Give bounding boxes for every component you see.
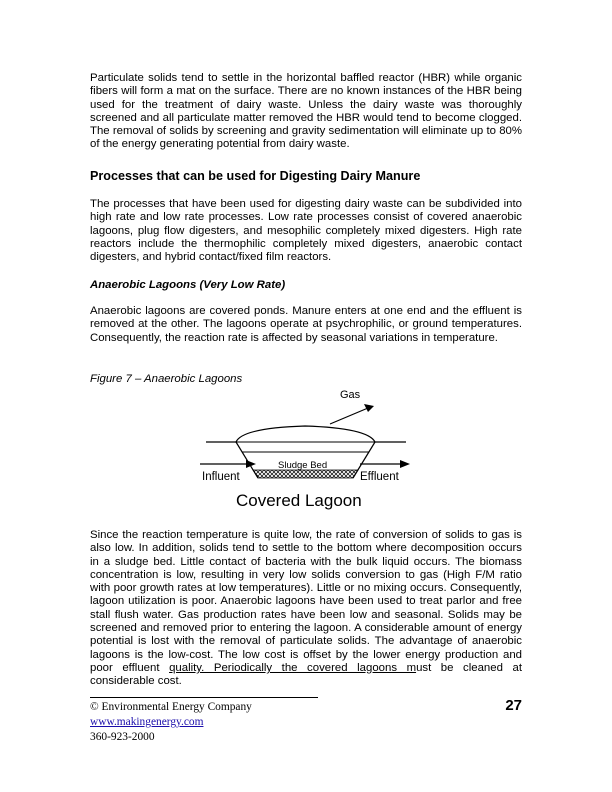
footer-website-link[interactable]: www.makingenergy.com bbox=[90, 716, 204, 728]
diagram-title: Covered Lagoon bbox=[236, 491, 362, 510]
page-number: 27 bbox=[505, 697, 522, 714]
paragraph-hbr: Particulate solids tend to settle in the horizontal baffled reactor (HBR) while organic fibers will form a mat on the surface. There are no known instances of the HBR being used for the treatment of dairy waste. Unless the dairy waste was thoroughly screened and all particulate matter removed the HBR would tend to become clogged. The removal of solids by screening and gravity sedimentation will eliminate up to 80% of the energy generating potential from dairy waste. bbox=[90, 72, 522, 151]
effluent-arrow-head bbox=[400, 460, 410, 468]
footer-company: © Environmental Energy Company bbox=[90, 701, 252, 713]
footer-phone: 360-923-2000 bbox=[90, 731, 155, 743]
paragraph-processes: The processes that have been used for digesting dairy waste can be subdivided into high rate and low rate processes. Low rate processes consist of covered anaerobic lagoons, plug flow digesters, and mesophilic completely mixed digesters. High rate reactors include the thermophilic completely mixed digesters, anaerobic contact digesters, and hybrid contact/fixed film reactors. bbox=[90, 198, 522, 264]
covered-lagoon-diagram bbox=[180, 378, 440, 518]
lagoon-cover bbox=[236, 426, 375, 442]
underlined-text: quality. Periodically the covered lagoons m bbox=[169, 661, 417, 674]
paragraph-lagoons: Anaerobic lagoons are covered ponds. Manure enters at one end and the effluent is removed at the other. The lagoons operate at psychrophilic, or ground temperatures. Consequently, the reaction rate is affected by seasonal variations in temperature. bbox=[90, 305, 522, 344]
gas-arrow-head bbox=[364, 404, 374, 412]
footer bbox=[90, 700, 252, 745]
paragraph-tail: ust be cleaned at considerable cost. bbox=[90, 661, 522, 688]
influent-label: Influent bbox=[202, 471, 240, 483]
footer-rule bbox=[90, 697, 318, 698]
figure-caption: Figure 7 – Anaerobic Lagoons bbox=[90, 373, 243, 385]
paragraph-text: Since the reaction temperature is quite low, the rate of conversion of solids to gas is also low. In addition, solids tend to settle to the bottom where decomposition occurs in a sludge bed. Little contact of bacteria with the bulk liquid occurs. The biomass concentration is low, resulting in very low solids conversion to gas (High F/M ratio with poor growth rates at low temperatures). Little or no mixing occurs. Consequently, lagoon utilization is poor. Anaerobic lagoons have been used to treat parlor and free stall flush water. Gas production rates have been low and seasonal. Solids may be screened and removed prior to entering the lagoon. A considerable amount of energy potential is lost with the removal of particulate solids. The advantage of anaerobic lagoons is the low-cost. The low cost is offset by the lower energy production and poor effluent bbox=[90, 529, 522, 674]
section-heading: Processes that can be used for Digesting Dairy Manure bbox=[90, 169, 421, 183]
subsection-heading: Anaerobic Lagoons (Very Low Rate) bbox=[90, 279, 286, 291]
effluent-label: Effluent bbox=[360, 471, 399, 483]
sludge-bed-label: Sludge Bed bbox=[278, 460, 328, 471]
sludge-bed bbox=[253, 470, 358, 478]
gas-arrow bbox=[330, 408, 368, 424]
paragraph-lagoon-details bbox=[90, 529, 522, 689]
gas-label: Gas bbox=[340, 389, 361, 401]
